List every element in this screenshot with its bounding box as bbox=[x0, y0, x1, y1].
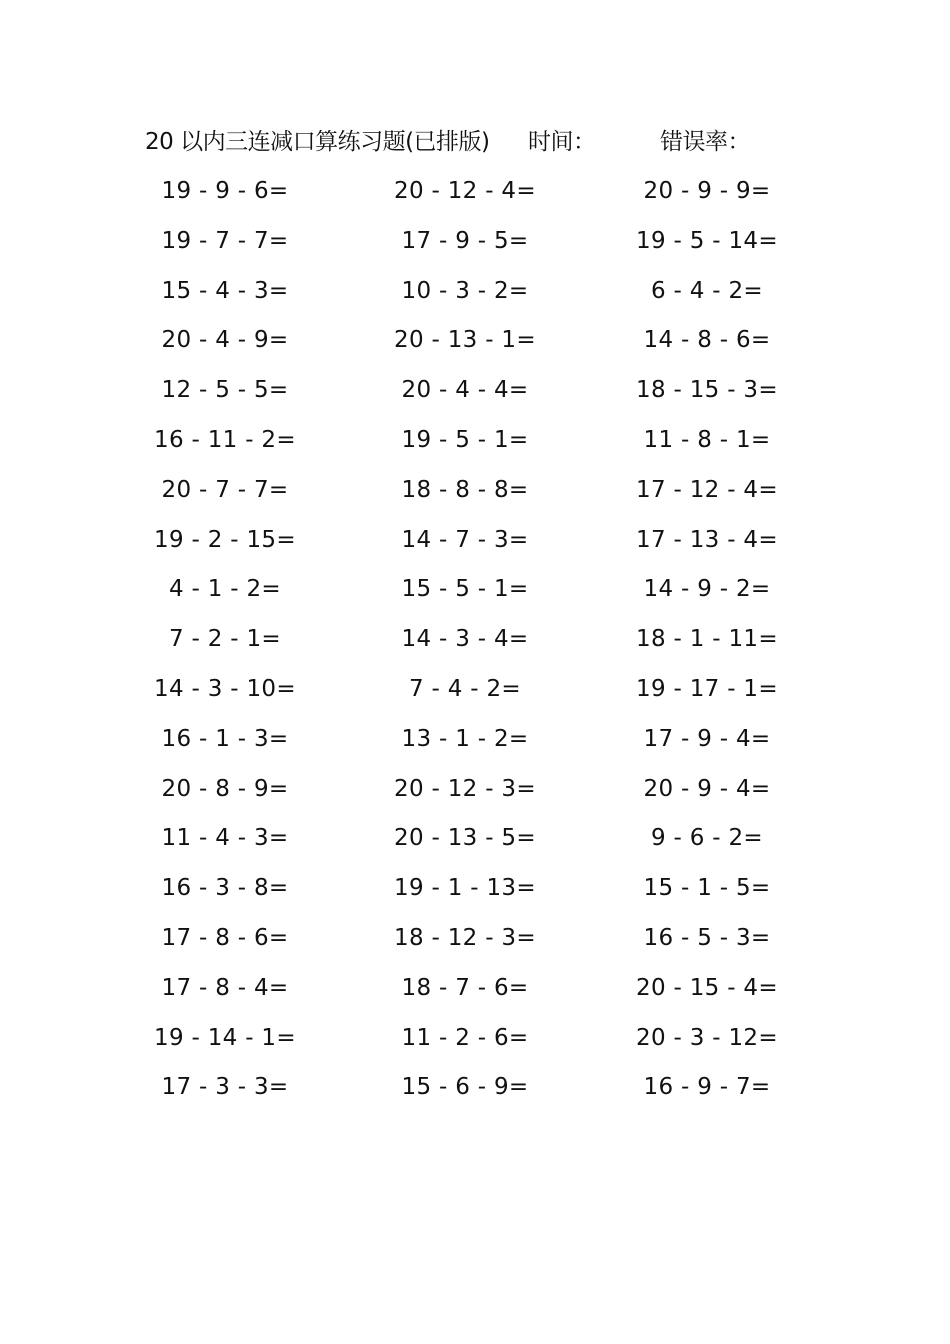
problem-item: 18 - 8 - 8= bbox=[401, 476, 529, 503]
problem-item: 9 - 6 - 2= bbox=[650, 825, 763, 852]
worksheet-title: 20 以内三连减口算练习题(已排版) bbox=[145, 129, 490, 155]
problem-item: 11 - 8 - 1= bbox=[643, 426, 771, 453]
problem-item: 20 - 8 - 9= bbox=[161, 775, 289, 802]
problem-item: 14 - 9 - 2= bbox=[643, 576, 771, 603]
problem-item: 15 - 1 - 5= bbox=[643, 875, 771, 902]
problem-item: 19 - 9 - 6= bbox=[161, 178, 289, 204]
problem-item: 13 - 1 - 2= bbox=[401, 725, 529, 752]
problem-item: 6 - 4 - 2= bbox=[650, 277, 763, 304]
problem-item: 10 - 3 - 2= bbox=[401, 277, 529, 304]
problem-item: 19 - 5 - 1= bbox=[401, 426, 529, 453]
problem-item: 19 - 5 - 14= bbox=[636, 227, 778, 254]
problem-item: 17 - 9 - 4= bbox=[643, 725, 771, 752]
problem-item: 20 - 9 - 9= bbox=[643, 178, 771, 204]
problem-item: 11 - 4 - 3= bbox=[161, 825, 289, 852]
problem-item: 20 - 12 - 3= bbox=[394, 775, 536, 802]
problem-item: 14 - 8 - 6= bbox=[643, 327, 771, 354]
problem-item: 17 - 13 - 4= bbox=[636, 526, 778, 553]
problem-item: 17 - 12 - 4= bbox=[636, 476, 778, 503]
problem-item: 20 - 13 - 5= bbox=[394, 825, 536, 852]
problem-item: 19 - 7 - 7= bbox=[161, 227, 289, 254]
problem-item: 14 - 3 - 4= bbox=[401, 626, 529, 653]
problem-item: 20 - 12 - 4= bbox=[394, 178, 536, 204]
problem-item: 20 - 4 - 9= bbox=[161, 327, 289, 354]
problem-item: 15 - 5 - 1= bbox=[401, 576, 529, 603]
problem-item: 12 - 5 - 5= bbox=[161, 377, 289, 404]
error-rate-label: 错误率： bbox=[660, 129, 750, 155]
problem-item: 16 - 5 - 3= bbox=[643, 924, 771, 951]
problem-item: 16 - 11 - 2= bbox=[154, 426, 296, 453]
problem-item: 19 - 14 - 1= bbox=[154, 1024, 296, 1051]
problem-column-2 bbox=[380, 172, 550, 1118]
problem-item: 20 - 15 - 4= bbox=[636, 974, 778, 1001]
problem-column-1 bbox=[140, 172, 310, 1118]
problem-item: 15 - 4 - 3= bbox=[161, 277, 289, 304]
problem-item: 17 - 8 - 6= bbox=[161, 924, 289, 951]
time-label: 时间： bbox=[528, 129, 596, 155]
problem-item: 18 - 15 - 3= bbox=[636, 377, 778, 404]
problem-item: 20 - 7 - 7= bbox=[161, 476, 289, 503]
problem-item: 16 - 1 - 3= bbox=[161, 725, 289, 752]
problem-item: 11 - 2 - 6= bbox=[401, 1024, 529, 1051]
problem-item: 18 - 7 - 6= bbox=[401, 974, 529, 1001]
problem-item: 20 - 13 - 1= bbox=[394, 327, 536, 354]
problem-item: 20 - 9 - 4= bbox=[643, 775, 771, 802]
problem-item: 15 - 6 - 9= bbox=[401, 1074, 529, 1101]
problem-item: 18 - 12 - 3= bbox=[394, 924, 536, 951]
problem-item: 20 - 3 - 12= bbox=[636, 1024, 778, 1051]
problem-item: 7 - 4 - 2= bbox=[408, 675, 521, 702]
problem-column-3 bbox=[622, 172, 792, 1118]
problem-item: 7 - 2 - 1= bbox=[168, 626, 281, 653]
problem-item: 17 - 3 - 3= bbox=[161, 1074, 289, 1101]
problem-item: 17 - 8 - 4= bbox=[161, 974, 289, 1001]
problem-item: 17 - 9 - 5= bbox=[401, 227, 529, 254]
problem-item: 18 - 1 - 11= bbox=[636, 626, 778, 653]
problem-item: 16 - 9 - 7= bbox=[643, 1074, 771, 1101]
problem-item: 14 - 7 - 3= bbox=[401, 526, 529, 553]
problem-item: 4 - 1 - 2= bbox=[168, 576, 281, 603]
problem-item: 20 - 4 - 4= bbox=[401, 377, 529, 404]
problem-item: 19 - 2 - 15= bbox=[154, 526, 296, 553]
problem-item: 16 - 3 - 8= bbox=[161, 875, 289, 902]
problem-item: 14 - 3 - 10= bbox=[154, 675, 296, 702]
problem-item: 19 - 1 - 13= bbox=[394, 875, 536, 902]
problem-item: 19 - 17 - 1= bbox=[636, 675, 778, 702]
